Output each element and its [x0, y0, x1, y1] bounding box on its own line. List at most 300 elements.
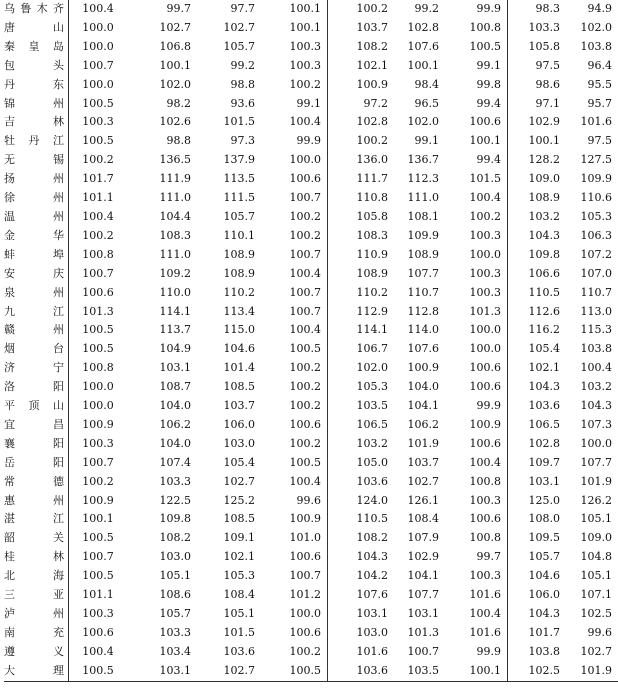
- index-value-col-7: 100.6: [445, 359, 508, 378]
- index-value-col-3: 98.8: [230, 77, 255, 91]
- index-value-col-8: 108.9: [528, 191, 560, 205]
- index-value-col-9: 107.1: [580, 588, 612, 602]
- index-value-col-8: 106.0: [528, 588, 560, 602]
- index-value-col-3: 104.6: [223, 342, 255, 356]
- index-value-col-4: 100.4: [261, 473, 328, 492]
- city-name: 泉州: [4, 284, 69, 303]
- index-value-col-2: 103.3: [159, 625, 191, 639]
- city-name: 徐州: [4, 189, 69, 208]
- index-value-col-1: 100.5: [82, 323, 114, 337]
- index-value-col-7: 100.8: [445, 529, 508, 548]
- index-value-col-5: 102.1: [356, 58, 388, 72]
- index-value-col-6: 100.1: [407, 58, 439, 72]
- index-value-col-8: 109.5: [528, 531, 560, 545]
- index-value-col-3: 105.7: [223, 209, 255, 223]
- index-value-col-2: 104.4: [159, 209, 191, 223]
- index-value-col-9: 104.3: [580, 399, 612, 413]
- index-value-col-5: 107.6: [356, 588, 388, 602]
- city-name: 金华: [4, 227, 69, 246]
- index-value-col-1: 100.0: [82, 39, 114, 53]
- index-value-col-1: 101.3: [82, 304, 114, 318]
- index-value-col-3: 102.7: [197, 662, 261, 681]
- index-value-col-1: 100.0: [82, 399, 114, 413]
- index-value-col-2: 100.1: [159, 58, 191, 72]
- index-value-col-7: 100.8: [445, 473, 508, 492]
- index-value-col-4: 100.2: [261, 378, 328, 397]
- index-value-col-4: 101.2: [261, 586, 328, 605]
- index-value-col-2: 104.0: [159, 436, 191, 450]
- city-name: 常德: [4, 473, 69, 492]
- city-name: 牡丹江: [4, 132, 69, 151]
- index-value-col-8: 104.3: [528, 380, 560, 394]
- index-value-col-9: 101.9: [580, 474, 612, 488]
- index-value-col-8: 98.3: [535, 2, 560, 15]
- index-value-col-5: 103.7: [356, 20, 388, 34]
- index-value-col-9: 102.0: [580, 20, 612, 34]
- index-value-col-8: 105.7: [528, 550, 560, 564]
- index-value-col-6: 109.9: [407, 228, 439, 242]
- index-value-col-1: 100.0: [82, 77, 114, 91]
- index-value-col-6: 101.9: [407, 436, 439, 450]
- table-row: [4, 321, 618, 340]
- index-value-col-5: 102.8: [356, 115, 388, 129]
- index-value-col-5: 108.2: [356, 39, 388, 53]
- index-value-col-4: 100.0: [261, 605, 328, 624]
- index-value-col-9: 115.3: [580, 323, 612, 337]
- index-value-col-3: 109.1: [223, 531, 255, 545]
- index-value-col-7: 99.4: [445, 151, 508, 170]
- index-value-col-5: 103.2: [356, 436, 388, 450]
- table-row: [4, 624, 618, 643]
- index-value-col-5: 124.0: [356, 493, 388, 507]
- index-value-col-1: 100.9: [82, 417, 114, 431]
- index-value-col-7: 100.4: [445, 189, 508, 208]
- index-value-col-4: 100.2: [261, 76, 328, 95]
- index-value-col-8: 125.0: [528, 493, 560, 507]
- index-value-col-9: 110.6: [580, 191, 612, 205]
- index-value-col-9: 106.3: [580, 228, 612, 242]
- index-value-col-8: 102.9: [528, 115, 560, 129]
- index-value-col-5: 111.7: [356, 172, 388, 186]
- index-value-col-5: 106.5: [356, 417, 388, 431]
- index-value-col-6: 103.7: [407, 455, 439, 469]
- index-value-col-9: 109.0: [580, 531, 612, 545]
- city-name: 秦皇岛: [4, 38, 69, 57]
- index-value-col-9: 103.2: [580, 380, 612, 394]
- index-value-col-1: 100.7: [82, 455, 114, 469]
- index-value-col-5: 100.2: [356, 2, 388, 15]
- index-value-col-2: 103.3: [159, 474, 191, 488]
- index-value-col-2: 98.2: [166, 96, 191, 110]
- index-value-col-2: 99.7: [166, 2, 191, 15]
- table-row: [4, 586, 618, 605]
- index-value-col-2: 104.0: [159, 399, 191, 413]
- index-value-col-7: 100.6: [445, 510, 508, 529]
- index-value-col-3: 105.3: [223, 569, 255, 583]
- city-name: 温州: [4, 208, 69, 227]
- index-value-col-4: 100.0: [261, 151, 328, 170]
- city-name: 唐山: [4, 19, 69, 38]
- index-value-col-7: 100.3: [445, 227, 508, 246]
- index-value-col-2: 108.3: [159, 228, 191, 242]
- index-value-col-2: 102.7: [159, 20, 191, 34]
- index-value-col-1: 100.7: [82, 550, 114, 564]
- index-value-col-1: 101.1: [82, 191, 114, 205]
- index-value-col-8: 101.7: [528, 625, 560, 639]
- index-value-col-1: 100.4: [82, 209, 114, 223]
- index-value-col-3: 97.3: [230, 134, 255, 148]
- index-value-col-1: 100.5: [69, 662, 128, 681]
- index-value-col-9: 101.6: [580, 115, 612, 129]
- index-value-col-2: 108.6: [159, 588, 191, 602]
- index-value-col-6: 96.5: [414, 96, 439, 110]
- index-value-col-3: 113.5: [223, 172, 255, 186]
- city-name: 湛江: [4, 510, 69, 529]
- index-value-col-6: 108.4: [407, 512, 439, 526]
- index-value-col-6: 110.7: [407, 285, 439, 299]
- index-value-col-5: 105.0: [356, 455, 388, 469]
- city-name: 北海: [4, 567, 69, 586]
- index-value-col-3: 103.0: [223, 436, 255, 450]
- index-value-col-5: 97.2: [363, 96, 388, 110]
- index-value-col-8: 97.1: [535, 96, 560, 110]
- index-value-col-8: 105.4: [528, 342, 560, 356]
- index-value-col-4: 100.5: [261, 454, 328, 473]
- index-value-col-5: 112.9: [356, 304, 388, 318]
- city-name: 韶关: [4, 529, 69, 548]
- index-value-col-3: 102.1: [223, 550, 255, 564]
- index-value-col-2: 108.7: [159, 380, 191, 394]
- index-value-col-7: 101.6: [445, 586, 508, 605]
- index-value-col-9: 127.5: [580, 153, 612, 167]
- table-row: [4, 95, 618, 114]
- index-value-col-3: 108.9: [223, 266, 255, 280]
- index-value-col-1: 100.7: [82, 58, 114, 72]
- index-value-col-3: 108.5: [223, 380, 255, 394]
- index-value-col-7: 100.1: [445, 132, 508, 151]
- index-value-col-1: 100.3: [82, 436, 114, 450]
- index-value-col-8: 100.1: [528, 134, 560, 148]
- table-row: [4, 548, 618, 567]
- city-name: 蚌埠: [4, 246, 69, 265]
- index-value-col-8: 116.2: [528, 323, 560, 337]
- index-value-col-6: 111.0: [407, 191, 439, 205]
- index-value-col-2: 103.1: [127, 662, 197, 681]
- index-value-col-9: 105.1: [580, 569, 612, 583]
- index-value-col-4: 100.6: [261, 416, 328, 435]
- city-name: 惠州: [4, 492, 69, 511]
- index-value-col-7: 99.9: [445, 643, 508, 662]
- index-value-col-7: 100.9: [445, 416, 508, 435]
- index-value-col-7: 101.6: [445, 624, 508, 643]
- index-value-col-7: 100.3: [445, 567, 508, 586]
- city-name: 襄阳: [4, 435, 69, 454]
- index-value-col-3: 102.7: [223, 474, 255, 488]
- index-value-col-6: 107.7: [407, 266, 439, 280]
- table-row: [4, 132, 618, 151]
- index-value-col-5: 114.1: [356, 323, 388, 337]
- index-value-col-1: 101.7: [82, 172, 114, 186]
- index-value-col-6: 102.8: [407, 20, 439, 34]
- index-value-col-6: 112.3: [407, 172, 439, 186]
- index-value-col-9: 103.8: [580, 342, 612, 356]
- index-value-col-5: 105.8: [356, 209, 388, 223]
- city-name: 吉林: [4, 113, 69, 132]
- index-value-col-7: 99.9: [445, 0, 508, 19]
- index-value-col-1: 100.5: [82, 96, 114, 110]
- index-value-col-5: 108.2: [356, 531, 388, 545]
- index-value-col-6: 126.1: [407, 493, 439, 507]
- index-value-col-8: 106.5: [528, 417, 560, 431]
- index-value-col-5: 106.7: [356, 342, 388, 356]
- index-value-col-9: 100.4: [580, 361, 612, 375]
- index-value-col-7: 101.5: [445, 170, 508, 189]
- index-value-col-3: 111.5: [223, 191, 255, 205]
- city-name: 无锡: [4, 151, 69, 170]
- index-value-col-4: 100.2: [261, 208, 328, 227]
- index-value-col-2: 103.1: [159, 361, 191, 375]
- table-row: [4, 340, 618, 359]
- index-value-col-2: 109.2: [159, 266, 191, 280]
- table-row: [4, 246, 618, 265]
- index-value-col-7: 100.1: [445, 662, 508, 681]
- index-value-col-1: 100.7: [82, 266, 114, 280]
- table-row: [4, 284, 618, 303]
- index-value-col-8: 103.6: [528, 399, 560, 413]
- index-value-col-4: 100.1: [261, 0, 328, 19]
- index-value-col-3: 108.4: [223, 588, 255, 602]
- index-value-col-3: 113.4: [223, 304, 255, 318]
- city-name: 锦州: [4, 95, 69, 114]
- table-row: [4, 113, 618, 132]
- index-value-col-6: 102.0: [407, 115, 439, 129]
- index-value-col-7: 100.0: [445, 246, 508, 265]
- table-row: [4, 416, 618, 435]
- index-value-col-6: 103.1: [407, 607, 439, 620]
- table-row: [4, 0, 618, 19]
- index-value-col-3: 115.0: [223, 323, 255, 337]
- index-value-col-5: 100.2: [356, 134, 388, 148]
- index-value-col-5: 110.9: [356, 247, 388, 261]
- index-value-col-5: 104.2: [356, 569, 388, 583]
- index-value-col-9: 96.4: [587, 58, 612, 72]
- table-row: [4, 57, 618, 76]
- index-value-col-3: 105.4: [223, 455, 255, 469]
- index-value-col-2: 106.8: [159, 39, 191, 53]
- index-value-col-5: 103.1: [356, 607, 388, 620]
- index-value-col-5: 105.3: [356, 380, 388, 394]
- index-value-col-7: 99.4: [445, 95, 508, 114]
- index-value-col-4: 100.2: [261, 359, 328, 378]
- index-value-col-7: 99.7: [445, 548, 508, 567]
- index-value-col-9: 101.9: [566, 662, 618, 681]
- index-value-col-2: 103.0: [159, 550, 191, 564]
- index-value-col-2: 106.2: [159, 417, 191, 431]
- index-value-col-6: 102.7: [407, 474, 439, 488]
- index-value-col-4: 100.5: [261, 340, 328, 359]
- table-row: [4, 303, 618, 322]
- index-value-col-6: 99.1: [414, 134, 439, 148]
- table-row: [4, 38, 618, 57]
- index-value-col-1: 100.3: [82, 115, 114, 129]
- index-value-col-8: 110.5: [528, 285, 560, 299]
- index-value-col-7: 99.1: [445, 57, 508, 76]
- city-name: 三亚: [4, 586, 69, 605]
- index-value-col-7: 100.0: [445, 340, 508, 359]
- index-value-col-1: 101.1: [82, 588, 114, 602]
- index-value-col-8: 104.3: [528, 228, 560, 242]
- index-value-col-6: 100.7: [407, 644, 439, 658]
- city-name: 乌鲁木齐: [4, 0, 69, 19]
- index-value-col-2: 105.7: [159, 607, 191, 620]
- index-value-col-9: 107.2: [580, 247, 612, 261]
- table-row: [4, 473, 618, 492]
- index-value-col-4: 100.4: [261, 113, 328, 132]
- index-value-col-4: 99.6: [261, 492, 328, 511]
- index-value-col-4: 100.7: [261, 303, 328, 322]
- index-value-col-6: 108.1: [407, 209, 439, 223]
- index-value-col-7: 100.6: [445, 435, 508, 454]
- index-value-col-4: 100.4: [261, 321, 328, 340]
- table-row: [4, 76, 618, 95]
- index-value-col-8: 103.1: [528, 474, 560, 488]
- index-value-col-7: 100.6: [445, 378, 508, 397]
- index-value-col-4: 100.9: [261, 510, 328, 529]
- index-value-col-6: 108.9: [407, 247, 439, 261]
- index-value-col-6: 100.9: [407, 361, 439, 375]
- index-value-col-9: 95.5: [587, 77, 612, 91]
- index-value-col-4: 100.4: [261, 265, 328, 284]
- index-value-col-3: 103.6: [223, 644, 255, 658]
- index-value-col-8: 108.0: [528, 512, 560, 526]
- index-value-col-5: 108.9: [356, 266, 388, 280]
- index-value-col-2: 102.6: [159, 115, 191, 129]
- index-value-col-4: 100.2: [261, 643, 328, 662]
- index-value-col-4: 100.6: [261, 548, 328, 567]
- index-value-col-4: 100.2: [261, 435, 328, 454]
- index-value-col-3: 101.5: [223, 625, 255, 639]
- index-value-col-6: 98.4: [414, 77, 439, 91]
- index-value-col-5: 104.3: [356, 550, 388, 564]
- index-value-col-8: 105.8: [528, 39, 560, 53]
- index-value-col-2: 108.2: [159, 531, 191, 545]
- index-value-col-9: 94.9: [587, 2, 612, 15]
- index-value-col-2: 111.0: [159, 191, 191, 205]
- index-value-col-4: 99.1: [261, 95, 328, 114]
- index-value-col-5: 102.0: [356, 361, 388, 375]
- index-value-col-1: 100.6: [82, 285, 114, 299]
- index-value-col-5: 136.0: [356, 153, 388, 167]
- index-value-col-7: 99.9: [445, 397, 508, 416]
- index-value-col-4: 100.7: [261, 567, 328, 586]
- index-value-col-2: 109.8: [159, 512, 191, 526]
- index-value-col-5: 110.5: [356, 512, 388, 526]
- index-value-col-1: 100.1: [82, 512, 114, 526]
- index-value-col-7: 100.6: [445, 113, 508, 132]
- index-value-col-3: 108.9: [223, 247, 255, 261]
- index-value-col-9: 126.2: [580, 493, 612, 507]
- index-value-col-3: 105.7: [223, 39, 255, 53]
- index-value-col-6: 104.0: [407, 380, 439, 394]
- table-row: [4, 378, 618, 397]
- index-value-col-9: 102.5: [580, 607, 612, 620]
- index-value-col-8: 103.3: [528, 20, 560, 34]
- index-value-col-1: 100.8: [82, 247, 114, 261]
- index-value-col-4: 100.5: [261, 662, 328, 681]
- index-value-col-8: 103.8: [528, 644, 560, 658]
- index-value-col-8: 103.2: [528, 209, 560, 223]
- index-value-col-9: 113.0: [580, 304, 612, 318]
- index-value-col-1: 100.4: [82, 644, 114, 658]
- index-value-col-7: 100.0: [445, 321, 508, 340]
- index-value-col-9: 104.8: [580, 550, 612, 564]
- index-value-col-2: 110.0: [159, 285, 191, 299]
- index-value-col-1: 100.4: [82, 2, 114, 15]
- index-value-col-9: 100.0: [580, 436, 612, 450]
- index-value-col-6: 99.2: [414, 2, 439, 15]
- table-body: [4, 0, 618, 681]
- index-value-col-9: 107.3: [580, 417, 612, 431]
- city-name: 大理: [4, 662, 69, 681]
- index-value-col-6: 103.5: [394, 662, 445, 681]
- index-value-col-5: 100.9: [356, 77, 388, 91]
- index-value-col-2: 102.0: [159, 77, 191, 91]
- index-value-col-8: 106.6: [528, 266, 560, 280]
- index-value-col-3: 110.2: [223, 285, 255, 299]
- index-value-col-3: 101.5: [223, 115, 255, 129]
- index-value-col-1: 100.5: [82, 569, 114, 583]
- table-row: [4, 567, 618, 586]
- index-value-col-7: 99.8: [445, 76, 508, 95]
- index-value-col-9: 109.9: [580, 172, 612, 186]
- index-value-col-9: 103.8: [580, 39, 612, 53]
- index-value-col-4: 100.2: [261, 227, 328, 246]
- index-value-col-8: 109.8: [528, 247, 560, 261]
- index-value-col-4: 100.6: [261, 624, 328, 643]
- index-value-col-1: 100.0: [82, 20, 114, 34]
- index-value-col-3: 97.7: [230, 2, 255, 15]
- index-value-col-2: 111.9: [159, 172, 191, 186]
- index-value-col-1: 100.5: [82, 134, 114, 148]
- index-value-col-7: 100.8: [445, 19, 508, 38]
- index-value-col-7: 100.5: [445, 38, 508, 57]
- index-value-col-2: 105.1: [159, 569, 191, 583]
- index-value-col-7: 100.4: [445, 454, 508, 473]
- index-value-col-2: 98.8: [166, 134, 191, 148]
- table-row: [4, 208, 618, 227]
- index-value-col-6: 104.1: [407, 569, 439, 583]
- table-row: [4, 454, 618, 473]
- table-row: [4, 605, 618, 624]
- index-value-col-4: 100.3: [261, 57, 328, 76]
- table-row: [4, 265, 618, 284]
- index-value-col-6: 107.6: [407, 39, 439, 53]
- index-value-col-8: 128.2: [528, 153, 560, 167]
- city-name: 赣州: [4, 321, 69, 340]
- index-value-col-7: 100.3: [445, 284, 508, 303]
- index-value-col-3: 102.7: [223, 20, 255, 34]
- index-value-col-8: 102.1: [528, 361, 560, 375]
- city-name: 九江: [4, 303, 69, 322]
- index-value-col-6: 104.1: [407, 399, 439, 413]
- index-value-col-4: 100.1: [261, 19, 328, 38]
- index-value-col-6: 101.3: [407, 625, 439, 639]
- city-name: 扬州: [4, 170, 69, 189]
- index-value-col-8: 98.6: [535, 77, 560, 91]
- index-value-col-7: 100.2: [445, 208, 508, 227]
- index-value-col-1: 100.0: [82, 380, 114, 394]
- city-name: 洛阳: [4, 378, 69, 397]
